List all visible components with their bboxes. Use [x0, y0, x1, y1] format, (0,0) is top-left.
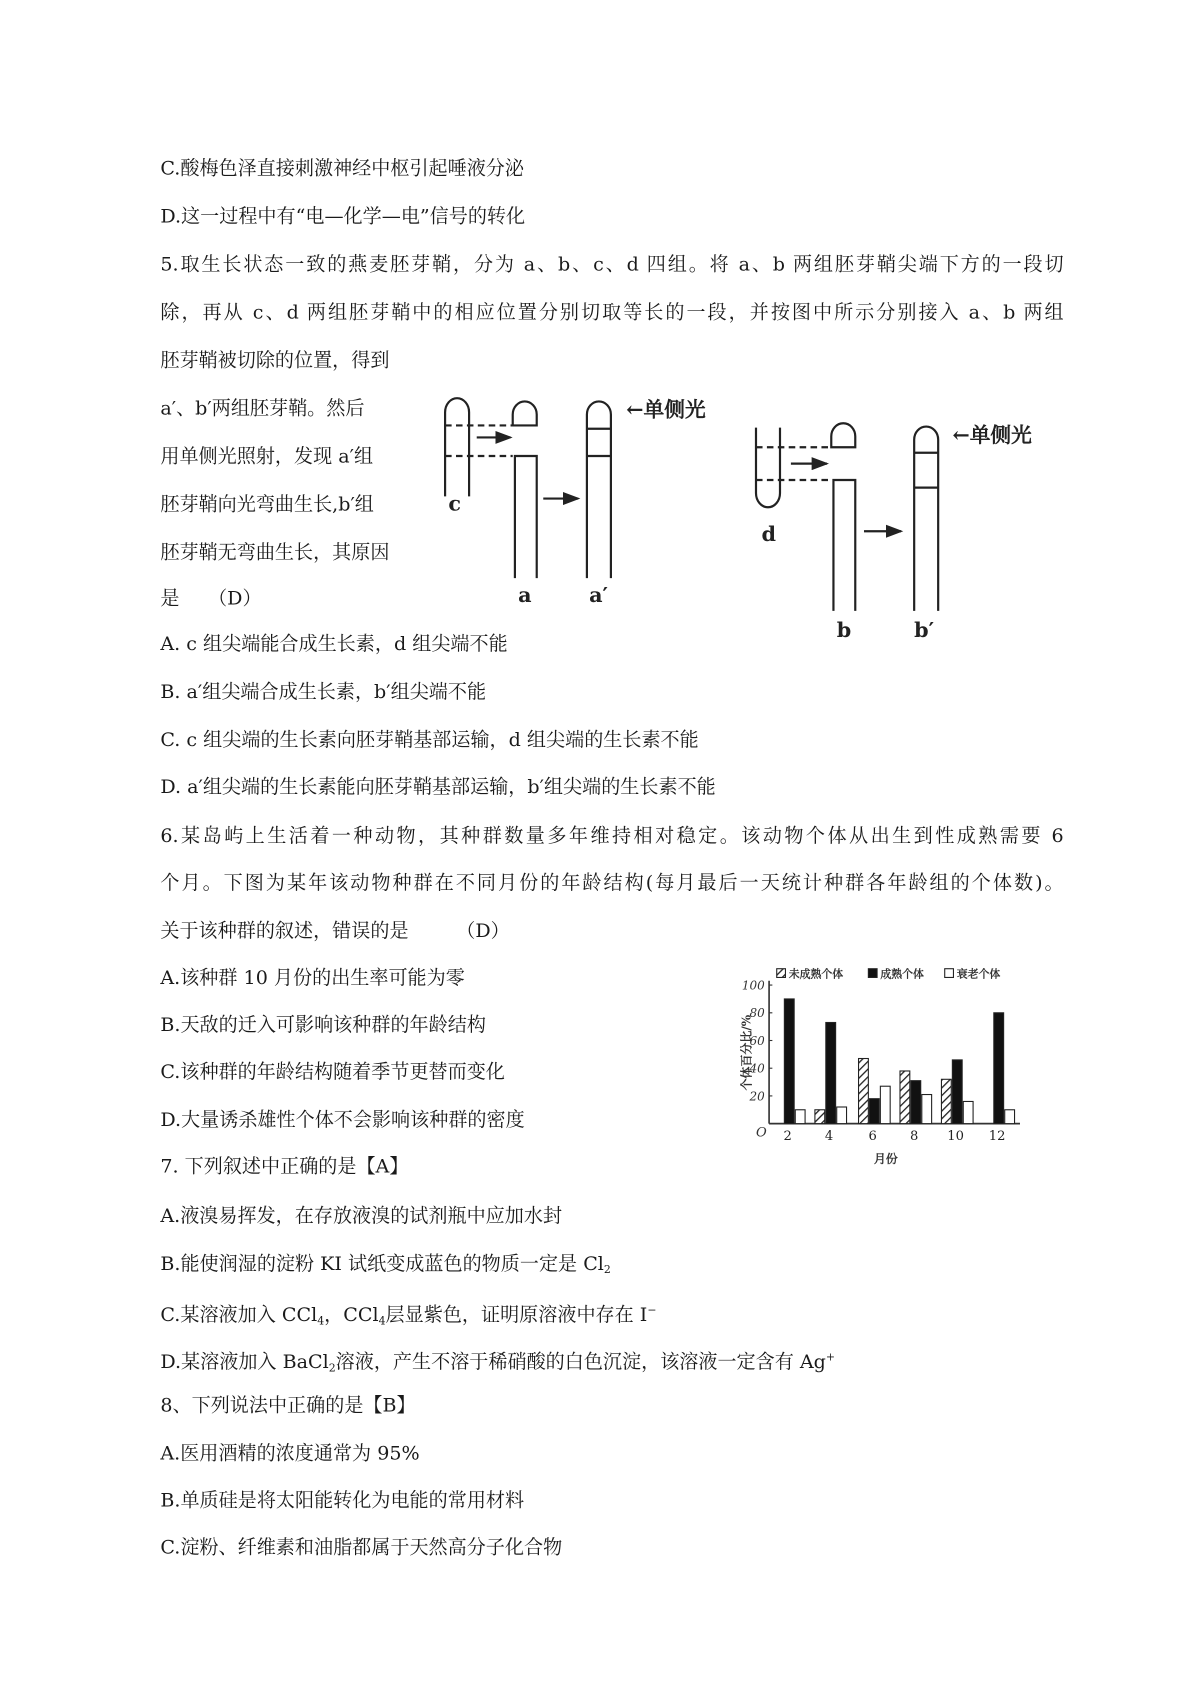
- legend-swatch: [945, 969, 954, 978]
- text-segment: B. a′组尖端合成生长素，b′组尖端不能: [160, 681, 487, 704]
- text-segment: A.液溴易挥发，在存放液溴的试剂瓶中应加水封: [160, 1205, 563, 1228]
- x-tick-label: 12: [988, 1128, 1006, 1144]
- coleoptile-b: [833, 480, 855, 611]
- text-segment: 除，再从 c、d 两组胚芽鞘中的相应位置分别切取等长的一段，并按图中所示分别接入 a、b 两组: [160, 302, 1064, 324]
- text-line: [160, 728, 698, 754]
- bar-white: [922, 1095, 932, 1124]
- y-axis-label: 个体百分比/%: [739, 1014, 754, 1091]
- text-segment: A.该种群 10 月份的出生率可能为零: [160, 967, 465, 990]
- text-line: [160, 1298, 657, 1328]
- x-tick-label: 8: [910, 1128, 919, 1144]
- origin-label: O: [755, 1125, 767, 1141]
- text-segment: C.淀粉、纤维素和油脂都属于天然高分子化合物: [160, 1537, 563, 1559]
- text-segment: C. c 组尖端的生长素向胚芽鞘基部运输，d 组尖端的生长素不能: [160, 729, 699, 752]
- text-line: [160, 1345, 836, 1375]
- text-segment: D.某溶液加入 BaCl: [160, 1351, 329, 1374]
- label-b: b: [836, 618, 852, 643]
- text-line: [160, 1535, 562, 1561]
- text-segment: a′、b′两组胚芽鞘。然后: [160, 398, 365, 420]
- text-line: [160, 1393, 415, 1419]
- age-structure-chart: [720, 955, 1047, 1179]
- bar-hatched: [900, 1071, 910, 1124]
- text-segment: ，CCl: [324, 1304, 379, 1327]
- text-line: [160, 680, 486, 706]
- light-label-2: ←单侧光: [952, 422, 1032, 447]
- bar-solid-black: [784, 999, 794, 1124]
- subscript: 4: [378, 1315, 386, 1328]
- bar-white: [1005, 1110, 1015, 1124]
- coleoptile-a: [515, 456, 537, 578]
- label-a: a: [518, 583, 532, 608]
- coleoptile-b-prime: [914, 427, 938, 611]
- label-d: d: [761, 522, 776, 547]
- legend-label: 未成熟个体: [788, 967, 844, 981]
- text-segment: 5.取生长状态一致的燕麦胚芽鞘，分为 a、b、c、d 四组。将 a、b 两组胚芽鞘尖端下方的一段切: [160, 254, 1064, 276]
- bar-hatched: [815, 1110, 825, 1124]
- bar-hatched: [941, 1079, 951, 1123]
- text-segment: C.该种群的年龄结构随着季节更替而变化: [160, 1061, 505, 1084]
- y-tick-label: 40: [749, 1061, 765, 1076]
- tip-cap-2: [831, 423, 855, 447]
- bar-white: [880, 1086, 890, 1123]
- legend-swatch: [868, 969, 877, 978]
- text-segment: B.能使润湿的淀粉 KI 试纸变成蓝色的物质一定是 Cl: [160, 1253, 604, 1276]
- label-a-prime: a′: [589, 583, 608, 608]
- text-line: [160, 871, 1063, 897]
- text-line: [160, 824, 1063, 850]
- bar-solid-black: [911, 1081, 921, 1124]
- subscript: 2: [328, 1362, 336, 1375]
- light-label-1: ←单侧光: [626, 397, 706, 422]
- y-tick-label: 60: [749, 1033, 765, 1048]
- text-line: [160, 1107, 524, 1133]
- bar-solid-black: [994, 1013, 1004, 1124]
- bar-white: [795, 1110, 805, 1124]
- text-segment: A.医用酒精的浓度通常为 95%: [160, 1443, 420, 1466]
- text-segment: 胚芽鞘被切除的位置，得到: [160, 350, 390, 372]
- text-line: [160, 1154, 408, 1180]
- text-line: [160, 1012, 486, 1038]
- text-line: [160, 919, 509, 945]
- text-segment: 7. 下列叙述中正确的是【A】: [160, 1156, 409, 1179]
- text-segment: A. c 组尖端能合成生长素，d 组尖端不能: [160, 633, 508, 656]
- coleoptile-diagram: [0, 0, 1200, 676]
- x-tick-label: 6: [868, 1128, 877, 1144]
- text-segment: 关于该种群的叙述，错误的是 （D）: [160, 920, 510, 943]
- coleoptile-c: [445, 398, 469, 496]
- tip-cap-1: [513, 401, 537, 425]
- y-tick-label: 100: [741, 978, 765, 993]
- x-tick-label: 10: [947, 1128, 964, 1144]
- text-segment: 是 （D）: [160, 587, 262, 610]
- text-segment: 8、下列说法中正确的是【B】: [160, 1395, 416, 1418]
- superscript: +: [825, 1351, 836, 1364]
- text-segment: 层显紫色，证明原溶液中存在 I: [385, 1304, 648, 1327]
- label-b-prime: b′: [914, 618, 935, 643]
- subscript: 4: [317, 1315, 325, 1328]
- text-segment: D. a′组尖端的生长素能向胚芽鞘基部运输，b′组尖端的生长素不能: [160, 776, 716, 799]
- text-segment: 6.某岛屿上生活着一种动物，其种群数量多年维持相对稳定。该动物个体从出生到性成熟需要 6: [160, 825, 1064, 848]
- text-segment: C.某溶液加入 CCl: [160, 1304, 318, 1327]
- text-segment: 胚芽鞘无弯曲生长，其原因: [160, 542, 390, 564]
- text-line: [160, 1488, 524, 1514]
- text-segment: 个月。下图为某年该动物种群在不同月份的年龄结构(每月最后一天统计种群各年龄组的个体数)。: [160, 872, 1064, 895]
- text-line: [160, 965, 464, 991]
- x-tick-label: 4: [824, 1128, 834, 1144]
- bar-solid-black: [869, 1099, 879, 1124]
- x-axis-label: 月份: [873, 1151, 898, 1166]
- legend-swatch: [777, 969, 786, 978]
- text-segment: 溶液，产生不溶于稀硝酸的白色沉淀，该溶液一定含有 Ag: [335, 1351, 826, 1374]
- text-line: [160, 1059, 505, 1085]
- text-segment: B.天敌的迁入可影响该种群的年龄结构: [160, 1014, 486, 1037]
- text-segment: B.单质硅是将太阳能转化为电能的常用材料: [160, 1490, 525, 1512]
- text-segment: 胚芽鞘向光弯曲生长,b′组: [160, 494, 374, 516]
- bar-solid-black: [826, 1022, 836, 1123]
- text-line: [160, 775, 715, 801]
- text-segment: 用单侧光照射，发现 a′组: [160, 446, 374, 468]
- bar-white: [963, 1101, 973, 1123]
- coleoptile-d: [756, 428, 780, 508]
- text-segment: C.酸梅色泽直接刺激神经中枢引起唾液分泌: [160, 158, 524, 180]
- subscript: 2: [603, 1264, 611, 1277]
- text-segment: D.这一过程中有“电—化学—电”信号的转化: [160, 206, 526, 228]
- y-tick-label: 20: [749, 1089, 765, 1104]
- text-line: [160, 1251, 611, 1277]
- x-tick-label: 2: [783, 1128, 792, 1144]
- superscript: −: [647, 1304, 657, 1317]
- text-segment: D.大量诱杀雄性个体不会影响该种群的密度: [160, 1109, 525, 1132]
- bar-hatched: [859, 1059, 869, 1124]
- bar-solid-black: [952, 1060, 962, 1124]
- y-tick-label: 80: [749, 1006, 765, 1021]
- label-c: c: [448, 491, 461, 516]
- text-line: [160, 1441, 419, 1467]
- legend-label: 衰老个体: [956, 967, 1001, 981]
- bar-white: [837, 1107, 847, 1124]
- legend-label: 成熟个体: [880, 967, 924, 981]
- text-line: [160, 1203, 562, 1229]
